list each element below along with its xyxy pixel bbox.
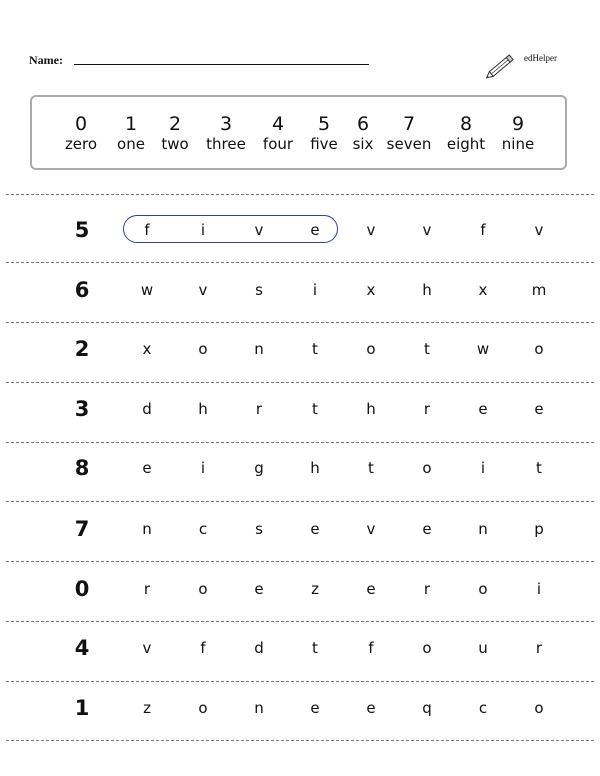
dashed-divider — [6, 561, 594, 562]
legend-item — [161, 113, 188, 153]
legend-word: four — [262, 135, 294, 153]
grid-letter[interactable]: t — [312, 400, 318, 418]
legend-digit: 6 — [356, 113, 370, 135]
row-digit: 2 — [74, 337, 90, 361]
legend-item — [502, 113, 534, 153]
grid-letter[interactable]: i — [312, 281, 318, 299]
grid-letter[interactable]: f — [368, 639, 374, 657]
legend-digit: 3 — [219, 113, 233, 135]
grid-letter[interactable]: e — [254, 580, 264, 598]
row-digit: 8 — [74, 456, 90, 480]
grid-letter[interactable]: v — [366, 520, 376, 538]
grid-letter[interactable]: v — [198, 281, 208, 299]
grid-letter[interactable]: e — [534, 400, 544, 418]
grid-letter[interactable]: c — [478, 699, 488, 717]
dashed-divider — [6, 442, 594, 443]
legend-digit: 1 — [124, 113, 138, 135]
legend-word: seven — [386, 135, 432, 153]
grid-letter[interactable]: e — [366, 580, 376, 598]
grid-letter[interactable]: d — [142, 400, 152, 418]
grid-letter[interactable]: r — [423, 580, 431, 598]
legend-word: nine — [501, 135, 535, 153]
grid-letter[interactable]: i — [200, 459, 206, 477]
legend-word: eight — [446, 135, 486, 153]
grid-letter[interactable]: c — [198, 520, 208, 538]
legend-item — [263, 113, 293, 153]
grid-letter[interactable]: z — [143, 699, 151, 717]
grid-letter[interactable]: h — [198, 400, 208, 418]
grid-letter[interactable]: r — [143, 580, 151, 598]
grid-letter[interactable]: x — [478, 281, 488, 299]
grid-letter[interactable]: g — [254, 459, 264, 477]
grid-letter[interactable]: s — [255, 281, 263, 299]
dashed-divider — [6, 262, 594, 263]
grid-letter[interactable]: i — [536, 580, 542, 598]
legend-digit: 9 — [511, 113, 525, 135]
grid-letter[interactable]: f — [480, 221, 486, 239]
grid-letter[interactable]: r — [535, 639, 543, 657]
legend-word: five — [310, 135, 338, 153]
grid-letter[interactable]: o — [422, 639, 432, 657]
grid-letter[interactable]: t — [312, 639, 318, 657]
legend-word: six — [352, 135, 374, 153]
name-line[interactable] — [74, 64, 369, 65]
legend-digit: 5 — [317, 113, 331, 135]
grid-letter[interactable]: o — [366, 340, 376, 358]
row-digit: 5 — [74, 218, 90, 242]
grid-letter[interactable]: o — [198, 580, 208, 598]
grid-letter[interactable]: i — [200, 221, 206, 239]
grid-letter[interactable]: h — [422, 281, 432, 299]
grid-letter[interactable]: s — [255, 520, 263, 538]
grid-letter[interactable]: i — [480, 459, 486, 477]
grid-letter[interactable]: r — [423, 400, 431, 418]
pencil-icon — [486, 50, 518, 80]
answer-circle — [123, 215, 338, 243]
grid-letter[interactable]: x — [142, 340, 152, 358]
brand-label: edHelper — [524, 53, 557, 63]
dashed-divider — [6, 382, 594, 383]
grid-letter[interactable]: e — [142, 459, 152, 477]
grid-letter[interactable]: o — [534, 699, 544, 717]
grid-letter[interactable]: q — [422, 699, 432, 717]
grid-letter[interactable]: t — [368, 459, 374, 477]
legend-digit: 2 — [168, 113, 182, 135]
legend-digit: 8 — [459, 113, 473, 135]
legend-word: one — [117, 135, 145, 153]
grid-letter[interactable]: o — [198, 699, 208, 717]
grid-letter[interactable]: e — [310, 520, 320, 538]
dashed-divider — [6, 740, 594, 741]
dashed-divider — [6, 501, 594, 502]
grid-letter[interactable]: n — [254, 699, 264, 717]
legend-word: zero — [64, 135, 98, 153]
row-digit: 3 — [74, 397, 90, 421]
legend-digit: 4 — [271, 113, 285, 135]
legend-item — [387, 113, 432, 153]
grid-letter[interactable]: t — [424, 340, 430, 358]
legend-item — [117, 113, 145, 153]
dashed-divider — [6, 322, 594, 323]
row-digit: 4 — [74, 636, 90, 660]
grid-letter[interactable]: e — [366, 699, 376, 717]
legend-item — [65, 113, 97, 153]
grid-letter[interactable]: v — [422, 221, 432, 239]
grid-letter[interactable]: v — [142, 639, 152, 657]
grid-letter[interactable]: h — [310, 459, 320, 477]
grid-letter[interactable]: n — [478, 520, 488, 538]
name-label: Name: — [29, 53, 63, 67]
grid-letter[interactable]: t — [312, 340, 318, 358]
grid-letter[interactable]: d — [254, 639, 264, 657]
grid-letter[interactable]: e — [422, 520, 432, 538]
grid-letter[interactable]: o — [422, 459, 432, 477]
row-digit: 0 — [74, 577, 90, 601]
grid-letter[interactable]: n — [254, 340, 264, 358]
grid-letter[interactable]: o — [478, 580, 488, 598]
grid-letter[interactable]: p — [534, 520, 544, 538]
legend-item — [206, 113, 246, 153]
grid-letter[interactable]: f — [200, 639, 206, 657]
number-word-legend — [30, 95, 567, 170]
dashed-divider — [6, 681, 594, 682]
grid-letter[interactable]: t — [536, 459, 542, 477]
grid-letter[interactable]: e — [478, 400, 488, 418]
grid-letter[interactable]: v — [534, 221, 544, 239]
grid-letter[interactable]: f — [144, 221, 150, 239]
legend-digit: 0 — [74, 113, 88, 135]
grid-letter[interactable]: o — [198, 340, 208, 358]
grid-letter[interactable]: h — [366, 400, 376, 418]
grid-letter[interactable]: z — [311, 580, 319, 598]
row-digit: 6 — [74, 278, 90, 302]
grid-letter[interactable]: w — [476, 340, 490, 358]
grid-letter[interactable]: x — [366, 281, 376, 299]
grid-letter[interactable]: r — [255, 400, 263, 418]
legend-item — [447, 113, 485, 153]
grid-letter[interactable]: w — [140, 281, 154, 299]
legend-digit: 7 — [402, 113, 416, 135]
grid-letter[interactable]: e — [310, 221, 320, 239]
grid-letter[interactable]: o — [534, 340, 544, 358]
legend-item — [310, 113, 338, 153]
grid-letter[interactable]: v — [366, 221, 376, 239]
legend-word: two — [161, 135, 189, 153]
dashed-divider — [6, 194, 594, 195]
legend-word: three — [206, 135, 246, 153]
row-digit: 7 — [74, 517, 90, 541]
dashed-divider — [6, 621, 594, 622]
grid-letter[interactable]: m — [531, 281, 547, 299]
grid-letter[interactable]: e — [310, 699, 320, 717]
grid-letter[interactable]: n — [142, 520, 152, 538]
grid-letter[interactable]: v — [254, 221, 264, 239]
grid-letter[interactable]: u — [478, 639, 488, 657]
legend-item — [353, 113, 374, 153]
row-digit: 1 — [74, 696, 90, 720]
